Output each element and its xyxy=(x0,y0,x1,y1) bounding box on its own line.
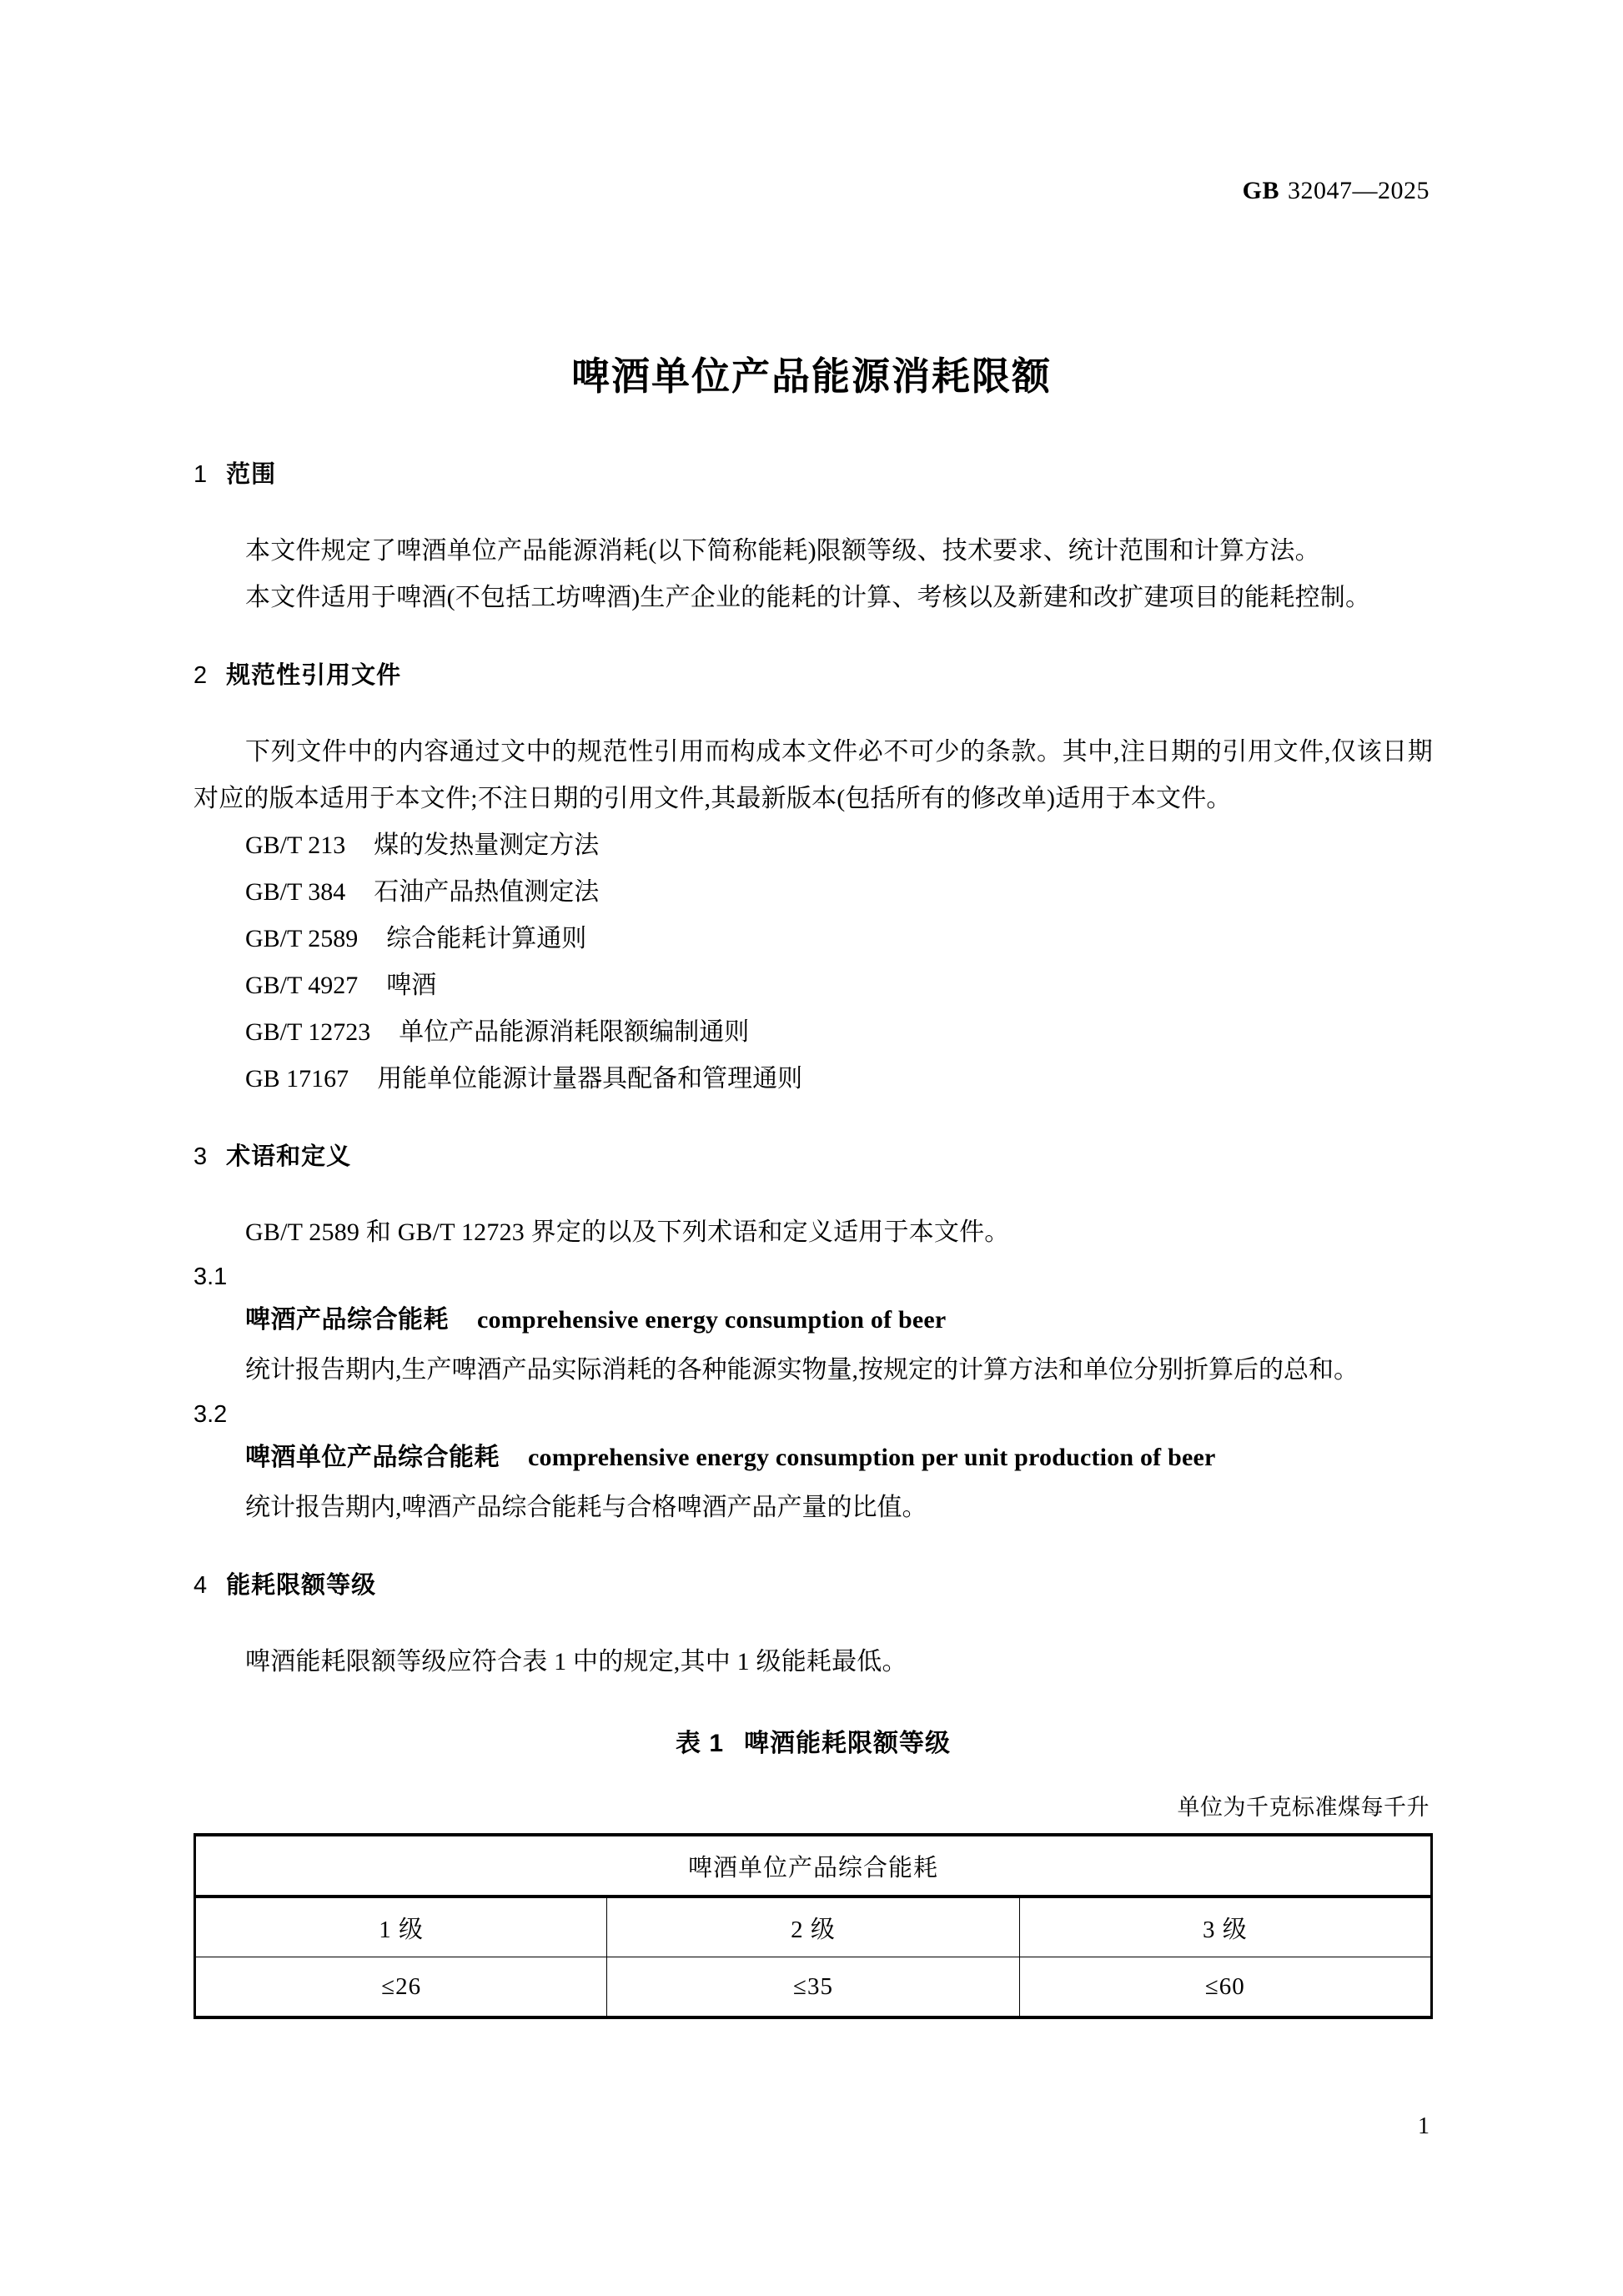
section-number-2: 2 xyxy=(193,661,209,689)
table-cell-grade-3: 3 级 xyxy=(1019,1897,1431,1957)
reference-code: GB 17167 xyxy=(245,1064,349,1093)
reference-item xyxy=(193,822,1433,869)
running-header xyxy=(1243,177,1430,205)
section-title-4: 能耗限额等级 xyxy=(226,1572,377,1600)
reference-code: GB/T 12723 xyxy=(245,1017,371,1046)
term-number-3-2: 3.2 xyxy=(193,1401,228,1429)
section-title-1: 范围 xyxy=(226,461,277,488)
table-header-row xyxy=(195,1835,1432,1897)
term-name-en: comprehensive energy consumption per unit production of beer xyxy=(528,1444,1216,1472)
reference-code: GB/T 2589 xyxy=(245,924,359,952)
section-1-paragraph-1: 本文件规定了啤酒单位产品能源消耗(以下简称能耗)限额等级、技术要求、统计范围和计算方法。 xyxy=(245,536,1320,565)
standard-number: 32047—2025 xyxy=(1288,177,1430,204)
reference-item xyxy=(193,1009,1433,1056)
energy-limit-table xyxy=(193,1833,1433,2019)
term-number-3-1: 3.1 xyxy=(193,1264,228,1291)
section-number-1: 1 xyxy=(193,461,209,488)
section-heading-3 xyxy=(193,1143,1433,1172)
table-cell-grade-2: 2 级 xyxy=(607,1897,1019,1957)
table-value-row xyxy=(195,1957,1432,2018)
section-heading-2 xyxy=(193,661,1433,691)
reference-name: 单位产品能源消耗限额编制通则 xyxy=(399,1017,750,1046)
reference-name: 啤酒 xyxy=(386,971,437,999)
term-definition-3-2: 统计报告期内,啤酒产品综合能耗与合格啤酒产品产量的比值。 xyxy=(245,1494,927,1522)
table-cell-limit-3: ≤60 xyxy=(1019,1957,1431,2018)
reference-code: GB/T 4927 xyxy=(245,971,359,999)
section-number-3: 3 xyxy=(193,1143,209,1170)
table-caption xyxy=(193,1722,1433,1759)
term-name-en: comprehensive energy consumption of beer xyxy=(477,1306,947,1334)
section-title-3: 术语和定义 xyxy=(226,1143,352,1170)
term-title-3-2 xyxy=(193,1435,1433,1485)
section-heading-1 xyxy=(193,460,1433,490)
table-caption-label: 表 1 xyxy=(675,1730,725,1758)
term-title-3-1 xyxy=(193,1298,1433,1347)
table-grade-row xyxy=(195,1897,1432,1957)
reference-name: 综合能耗计算通则 xyxy=(386,924,587,952)
section-number-4: 4 xyxy=(193,1572,209,1600)
table-unit-note: 单位为千克标准煤每千升 xyxy=(1177,1795,1430,1821)
reference-name: 石油产品热值测定法 xyxy=(374,877,600,906)
reference-code: GB/T 384 xyxy=(245,877,346,906)
normative-reference-list xyxy=(193,822,1433,1103)
reference-item xyxy=(193,962,1433,1009)
term-name-cn: 啤酒单位产品综合能耗 xyxy=(245,1444,500,1472)
standard-prefix: GB xyxy=(1242,177,1279,204)
section-3-paragraph-1: GB/T 2589 和 GB/T 12723 界定的以及下列术语和定义适用于本文件。 xyxy=(245,1218,1010,1247)
table-cell-limit-2: ≤35 xyxy=(607,1957,1019,2018)
reference-item xyxy=(193,869,1433,916)
reference-name: 用能单位能源计量器具配备和管理通则 xyxy=(377,1064,803,1093)
reference-code: GB/T 213 xyxy=(245,831,346,859)
reference-item xyxy=(193,916,1433,962)
table-cell-grade-1: 1 级 xyxy=(195,1897,607,1957)
section-4-paragraph-1: 啤酒能耗限额等级应符合表 1 中的规定,其中 1 级能耗最低。 xyxy=(245,1648,907,1676)
section-heading-4 xyxy=(193,1571,1433,1600)
table-cell-limit-1: ≤26 xyxy=(195,1957,607,2018)
table-header-cell: 啤酒单位产品综合能耗 xyxy=(195,1835,1432,1897)
reference-item xyxy=(193,1056,1433,1103)
reference-name: 煤的发热量测定方法 xyxy=(374,831,600,859)
section-2-paragraph-1: 下列文件中的内容通过文中的规范性引用而构成本文件必不可少的条款。其中,注日期的引用文件,仅该日期对应的版本适用于本文件;不注日期的引用文件,其最新版本(包括所有的修改单)适用于本文件。 xyxy=(193,737,1433,812)
page-number: 1 xyxy=(1418,2113,1430,2139)
document-body xyxy=(193,460,1433,2019)
section-title-2: 规范性引用文件 xyxy=(226,661,402,689)
section-1-paragraph-2: 本文件适用于啤酒(不包括工坊啤酒)生产企业的能耗的计算、考核以及新建和改扩建项目的能耗控制。 xyxy=(245,583,1371,611)
page-title: 啤酒单位产品能源消耗限额 xyxy=(571,354,1052,398)
table-caption-text: 啤酒能耗限额等级 xyxy=(744,1730,952,1758)
term-name-cn: 啤酒产品综合能耗 xyxy=(245,1306,449,1334)
term-definition-3-1: 统计报告期内,生产啤酒产品实际消耗的各种能源实物量,按规定的计算方法和单位分别折算后的总和。 xyxy=(245,1356,1359,1384)
